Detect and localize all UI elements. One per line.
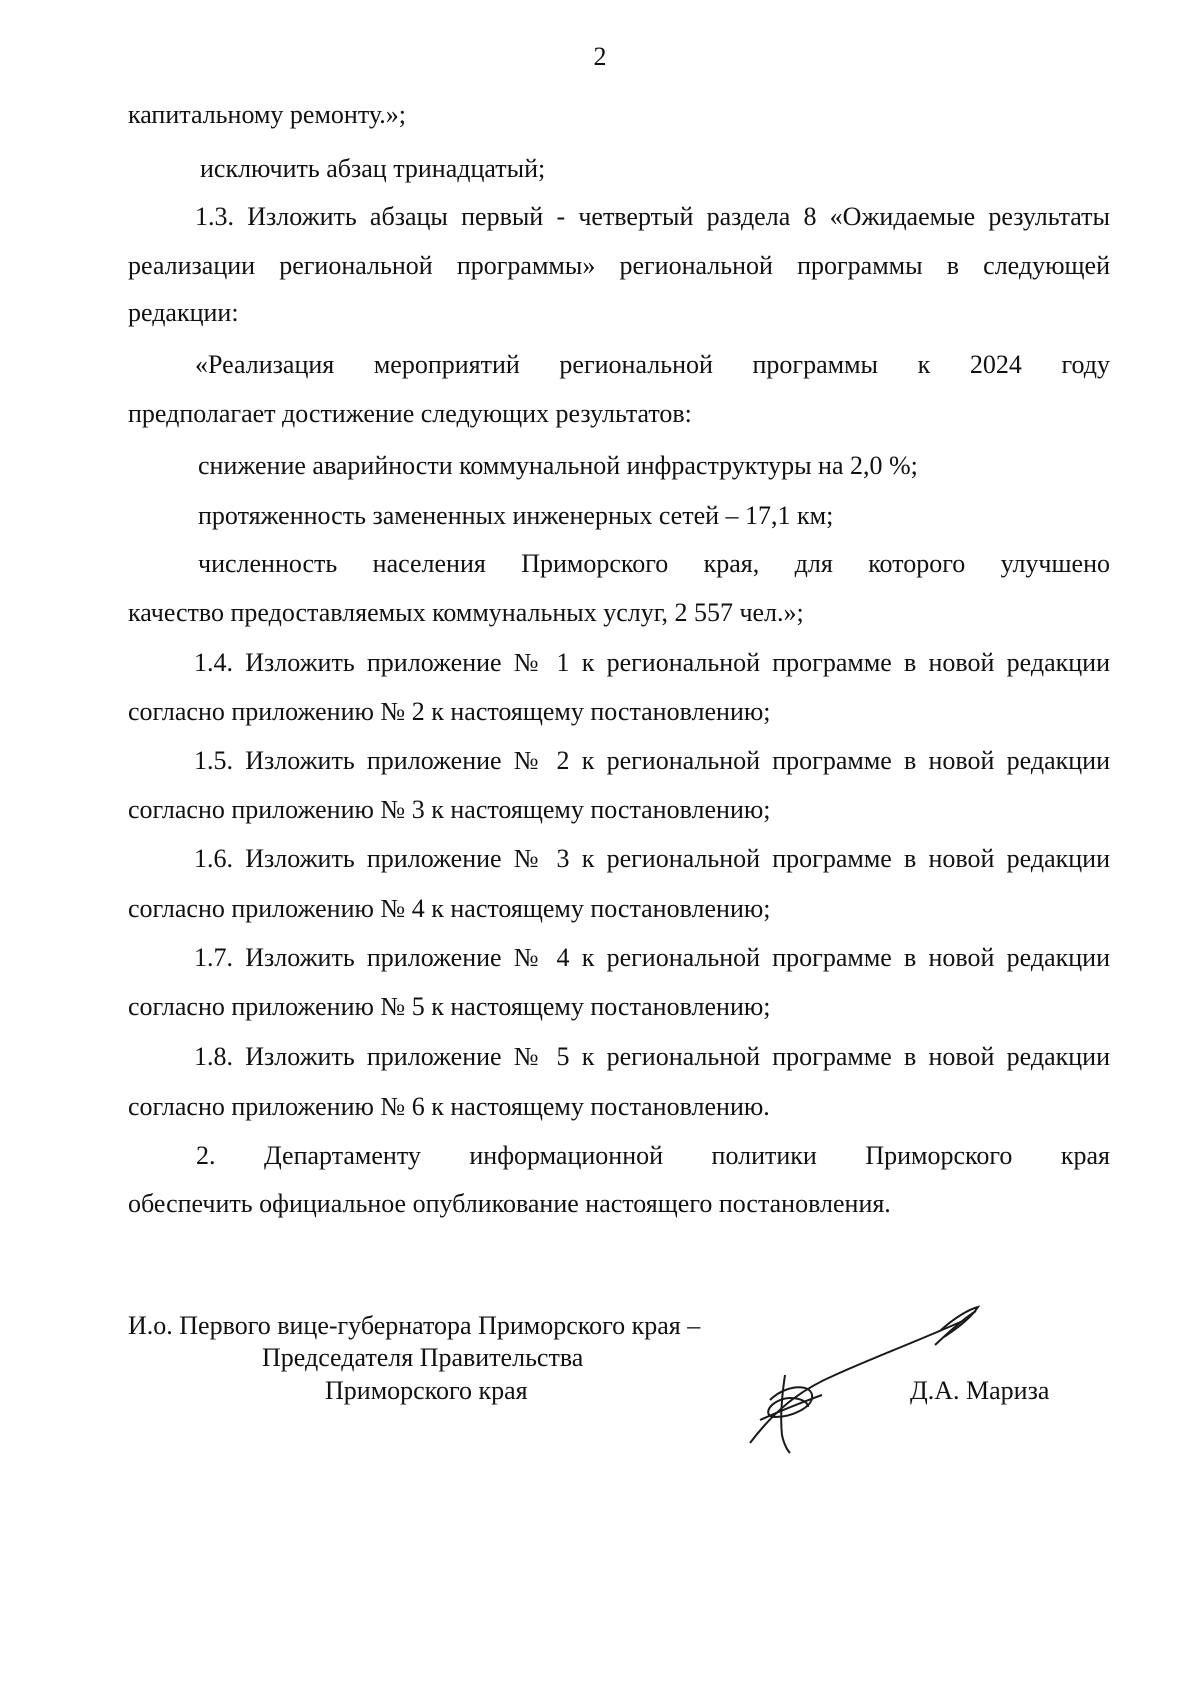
text-line: протяженность замененных инженерных сетей – 17,1 км; <box>198 501 834 530</box>
handwritten-signature <box>730 1295 990 1455</box>
signatory-name: Д.А. Мариза <box>910 1376 1050 1405</box>
text-line: согласно приложению № 6 к настоящему постановлению. <box>128 1092 770 1121</box>
text-line: согласно приложению № 5 к настоящему постановлению; <box>128 992 771 1021</box>
text-line: редакции: <box>128 298 239 327</box>
text-line: 1.4. Изложить приложение № 1 к региональной программе в новой редакции <box>194 648 1110 677</box>
signatory-title-line-1: И.о. Первого вице-губернатора Приморского края – <box>128 1311 701 1340</box>
text-line: «Реализация мероприятий региональной программы к 2024 году <box>195 350 1110 379</box>
text-line: 1.7. Изложить приложение № 4 к региональной программе в новой редакции <box>194 943 1110 972</box>
text-line: реализации региональной программы» региональной программы в следующей <box>128 251 1110 280</box>
text-line: согласно приложению № 3 к настоящему постановлению; <box>128 795 771 824</box>
text-line: капитальному ремонту.»; <box>128 100 406 129</box>
text-line: согласно приложению № 4 к настоящему постановлению; <box>128 894 771 923</box>
text-line: 1.8. Изложить приложение № 5 к региональной программе в новой редакции <box>194 1042 1110 1071</box>
text-line: 2. Департаменту информационной политики Приморского края <box>196 1141 1110 1170</box>
text-line: 1.6. Изложить приложение № 3 к региональной программе в новой редакции <box>194 844 1110 873</box>
text-line: 1.3. Изложить абзацы первый - четвертый раздела 8 «Ожидаемые результаты <box>195 202 1110 231</box>
text-line: согласно приложению № 2 к настоящему постановлению; <box>128 697 771 726</box>
page-number: 2 <box>593 42 607 71</box>
signatory-title-line-3: Приморского края <box>325 1376 528 1405</box>
text-line: исключить абзац тринадцатый; <box>200 154 546 183</box>
text-line: качество предоставляемых коммунальных услуг, 2 557 чел.»; <box>128 598 804 627</box>
text-line: снижение аварийности коммунальной инфраструктуры на 2,0 %; <box>198 451 918 480</box>
text-line: предполагает достижение следующих результатов: <box>128 399 692 428</box>
signatory-title-line-2: Председателя Правительства <box>262 1343 584 1372</box>
text-line: численность населения Приморского края, для которого улучшено <box>198 549 1110 578</box>
text-line: обеспечить официальное опубликование настоящего постановления. <box>128 1189 891 1218</box>
text-line: 1.5. Изложить приложение № 2 к региональной программе в новой редакции <box>194 746 1110 775</box>
